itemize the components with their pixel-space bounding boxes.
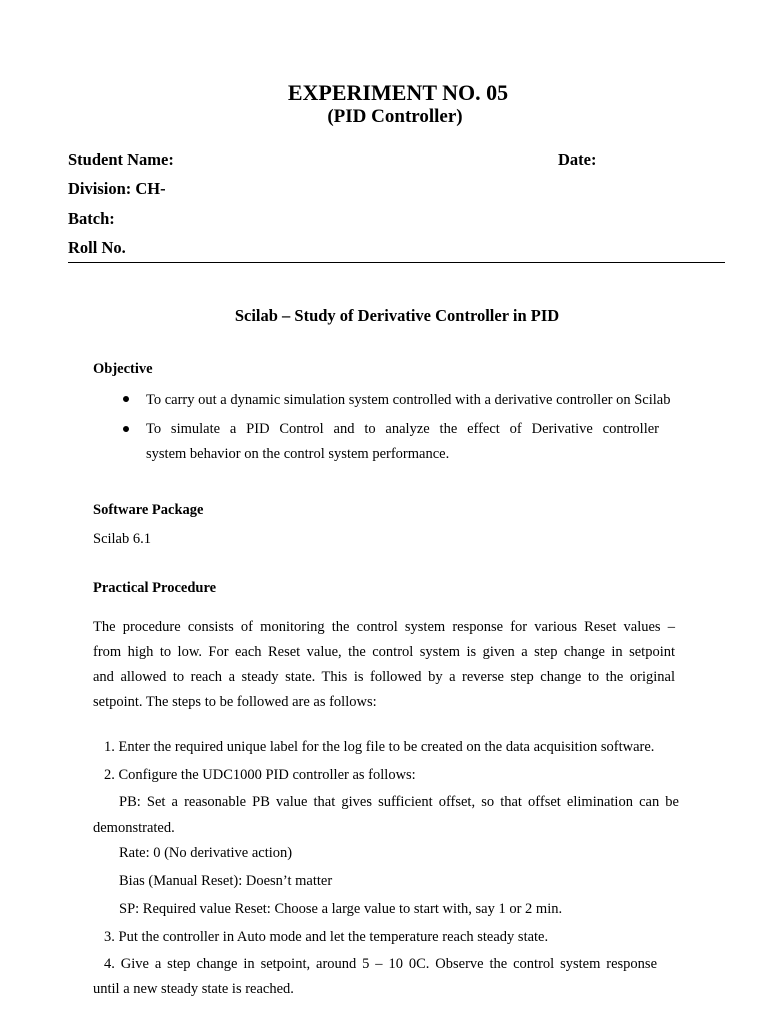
division-label: Division: CH-: [68, 179, 166, 198]
procedure-paragraph-line: and allowed to reach a steady state. This is followed by a reverse step change to the original: [93, 669, 675, 685]
roll-number-label: Roll No.: [68, 238, 126, 257]
bias-setting: Bias (Manual Reset): Doesn’t matter: [119, 873, 333, 889]
section-title: Scilab – Study of Derivative Controller in PID: [234, 306, 560, 325]
procedure-step-3: 3. Put the controller in Auto mode and let the temperature reach steady state.: [104, 929, 549, 945]
bullet-icon: [123, 426, 129, 432]
procedure-step-4: 4. Give a step change in setpoint, around 5 – 10 0C. Observe the control system response: [104, 956, 657, 972]
pb-setting-line: PB: Set a reasonable PB value that gives sufficient offset, so that offset elimination can be: [119, 794, 679, 810]
procedure-heading: Practical Procedure: [93, 580, 217, 596]
procedure-paragraph-line: The procedure consists of monitoring the control system response for various Reset values –: [93, 619, 675, 635]
sp-setting: SP: Required value Reset: Choose a large value to start with, say 1 or 2 min.: [119, 901, 563, 917]
procedure-paragraph-line: setpoint. The steps to be followed are as follows:: [93, 694, 377, 710]
experiment-subtitle: (PID Controller): [327, 106, 463, 127]
software-heading: Software Package: [93, 502, 204, 518]
header-divider: [68, 262, 725, 263]
software-value: Scilab 6.1: [93, 531, 151, 547]
rate-setting: Rate: 0 (No derivative action): [119, 845, 293, 861]
procedure-step-1: 1. Enter the required unique label for the log file to be created on the data acquisition software.: [104, 739, 655, 755]
date-label: Date:: [558, 150, 597, 169]
student-name-label: Student Name:: [68, 150, 174, 169]
objective-bullet-2: To simulate a PID Control and to analyze the effect of Derivative controller: [146, 421, 659, 437]
pb-setting-continued: demonstrated.: [93, 820, 175, 836]
procedure-paragraph-line: from high to low. For each Reset value, the control system is given a step change in setpoint: [93, 644, 675, 660]
bullet-icon: [123, 396, 129, 402]
batch-label: Batch:: [68, 209, 115, 228]
experiment-title: EXPERIMENT NO. 05: [287, 80, 509, 105]
procedure-step-4-continued: until a new steady state is reached.: [93, 981, 294, 997]
objective-bullet-1: To carry out a dynamic simulation system controlled with a derivative controller on Scilab: [146, 392, 671, 408]
objective-bullet-2-continued: system behavior on the control system performance.: [146, 446, 450, 462]
procedure-step-2: 2. Configure the UDC1000 PID controller as follows:: [104, 767, 416, 783]
objective-heading: Objective: [93, 361, 153, 377]
